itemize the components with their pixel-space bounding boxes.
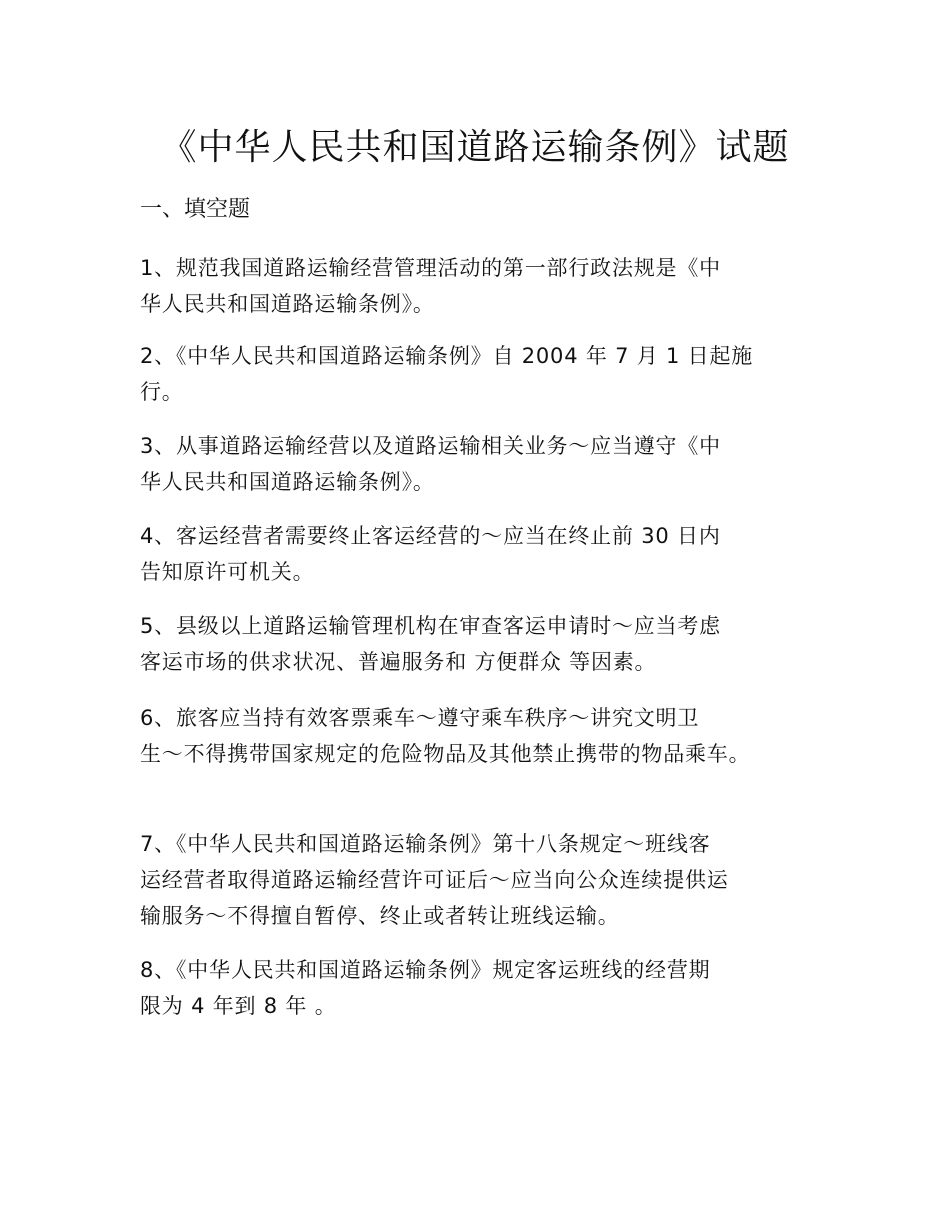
question-line: 3、从事道路运输经营以及道路运输相关业务～应当遵守《中 [140, 434, 721, 458]
question-line: 5、县级以上道路运输管理机构在审查客运申请时～应当考虑 [140, 614, 721, 638]
question-8 [140, 952, 820, 1024]
question-line: 输服务～不得擅自暂停、终止或者转让班线运输。 [140, 904, 620, 928]
question-line: 运经营者取得道路运输经营许可证后～应当向公众连续提供运 [140, 868, 729, 892]
question-line: 8、《中华人民共和国道路运输条例》规定客运班线的经营期 [140, 958, 711, 982]
question-line: 华人民共和国道路运输条例》。 [140, 470, 435, 494]
page-title: 《中华人民共和国道路运输条例》试题 [160, 127, 790, 168]
section-heading: 一、填空题 [140, 197, 251, 222]
question-line: 6、旅客应当持有效客票乘车～遵守乘车秩序～讲究文明卫 [140, 706, 700, 730]
question-line: 生～不得携带国家规定的危险物品及其他禁止携带的物品乘车。 [140, 742, 751, 766]
question-line: 告知原许可机关。 [140, 560, 315, 584]
question-line: 1、规范我国道路运输经营管理活动的第一部行政法规是《中 [140, 256, 721, 280]
question-line: 行。 [140, 380, 184, 404]
question-line: 2、《中华人民共和国道路运输条例》自 2004 年 7 月 1 日起施 [140, 344, 754, 368]
question-5 [140, 608, 820, 680]
question-line: 华人民共和国道路运输条例》。 [140, 292, 435, 316]
question-3 [140, 428, 820, 500]
question-line: 4、客运经营者需要终止客运经营的～应当在终止前 30 日内 [140, 524, 721, 548]
question-2 [140, 338, 820, 410]
question-1 [140, 250, 820, 322]
question-6 [140, 700, 820, 772]
question-line: 限为 4 年到 8 年 。 [140, 994, 337, 1018]
question-line: 7、《中华人民共和国道路运输条例》第十八条规定～班线客 [140, 832, 711, 856]
question-4 [140, 518, 820, 590]
question-7 [140, 826, 820, 934]
question-line: 客运市场的供求状况、普遍服务和 方便群众 等因素。 [140, 650, 657, 674]
